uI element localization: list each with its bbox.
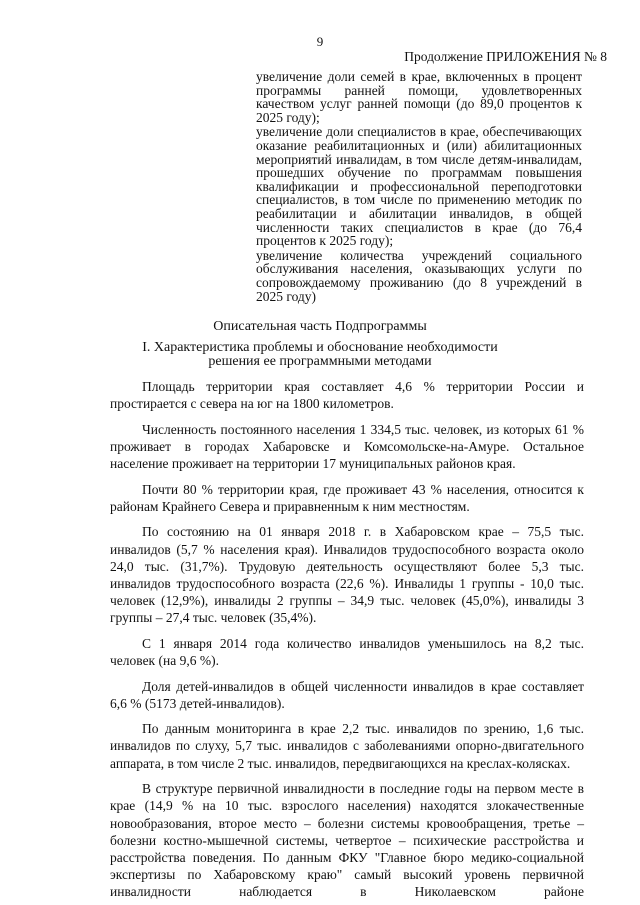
subsection-title-line2: решения ее программными методами [208, 354, 432, 369]
paragraph: Доля детей-инвалидов в общей численности инвалидов в крае составляет 6,6 % (5173 детей-инвалидов). [110, 678, 584, 711]
paragraph: По данным мониторинга в крае 2,2 тыс. инвалидов по зрению, 1,6 тыс. инвалидов по слуху, 5,7 тыс. инвалидов с заболеваниями опорно-двигательного аппарата, в том числе 2 тыс. инвалидов, передвигающихся на креслах-колясках. [110, 721, 584, 771]
paragraph: Численность постоянного населения 1 334,5 тыс. человек, из которых 61 % проживает в городах Хабаровске и Комсомольске-на-Амуре. Остальное население проживает на территории 17 муниципальных районов края. [110, 421, 584, 472]
paragraph: Площадь территории края составляет 4,6 % территории России и простирается с севера на юг на 1800 километров. [110, 379, 584, 412]
goals-list [256, 70, 582, 304]
body-text [110, 378, 584, 901]
paragraph: С 1 января 2014 года количество инвалидов уменьшилось на 8,2 тыс. человек (на 9,6 %). [110, 635, 584, 669]
goal-item: увеличение доли семей в крае, включенных в процент программы ранней помощи, удовлетворенных качеством услуг ранней помощи (до 89,0 процентов к 2025 году); [256, 69, 582, 125]
paragraph: В структуре первичной инвалидности в последние годы на первом месте в крае (14,9 % на 10 тыс. взрослого населения) находятся злокачественные новообразования, второе место – болезни системы кровообращения, третье – болезни костно-мышечной системы, четвертое – психические расстройства и расстройства поведения. По данным ФКУ "Главное бюро медико-социальной экспертизы по Хабаровскому краю" самый высокий уровень первичной инвалидности наблюдается в Николаевском районе [110, 781, 584, 900]
appendix-continuation-note: Продолжение ПРИЛОЖЕНИЯ № 8 [404, 49, 607, 64]
goal-item: увеличение количества учреждений социального обслуживания населения, оказывающих услуги по сопровождаемому проживанию (до 8 учреждений в 2025 году) [256, 247, 582, 304]
section-title: Описательная часть Подпрограммы [213, 319, 427, 334]
goal-item: увеличение доли специалистов в крае, обеспечивающих оказание реабилитационных и (или) абилитационных мероприятий инвалидам, в том числе детям-инвалидам, прошедших обучение по программам повышения квалификации и профессиональной переподготовки специалистов, в том числе по применению методик по реабилитации и абилитации инвалидов, в общей численности таких специалистов в крае (до 76,4 процентов к 2025 году); [256, 124, 582, 249]
paragraph: По состоянию на 01 января 2018 г. в Хабаровском крае – 75,5 тыс. инвалидов (5,7 % населения края). Инвалидов трудоспособного возраста около 24,0 тыс. (31,7%). Трудовую деятельность осуществляют более 5,3 тыс. инвалидов трудоспособного возраста (22,6 %). Инвалиды 1 группы - 10,0 тыс. человек (12,9%), инвалиды 2 группы – 34,9 тыс. человек (45,0%), инвалиды 3 группы – 27,4 тыс. человек (35,4%). [110, 524, 584, 626]
page-number: 9 [316, 34, 324, 49]
subsection-title-line1: I. Характеристика проблемы и обоснование необходимости [142, 340, 498, 355]
paragraph: Почти 80 % территории края, где проживает 43 % населения, относится к районам Крайнего Севера и приравненным к ним местностям. [110, 481, 584, 514]
